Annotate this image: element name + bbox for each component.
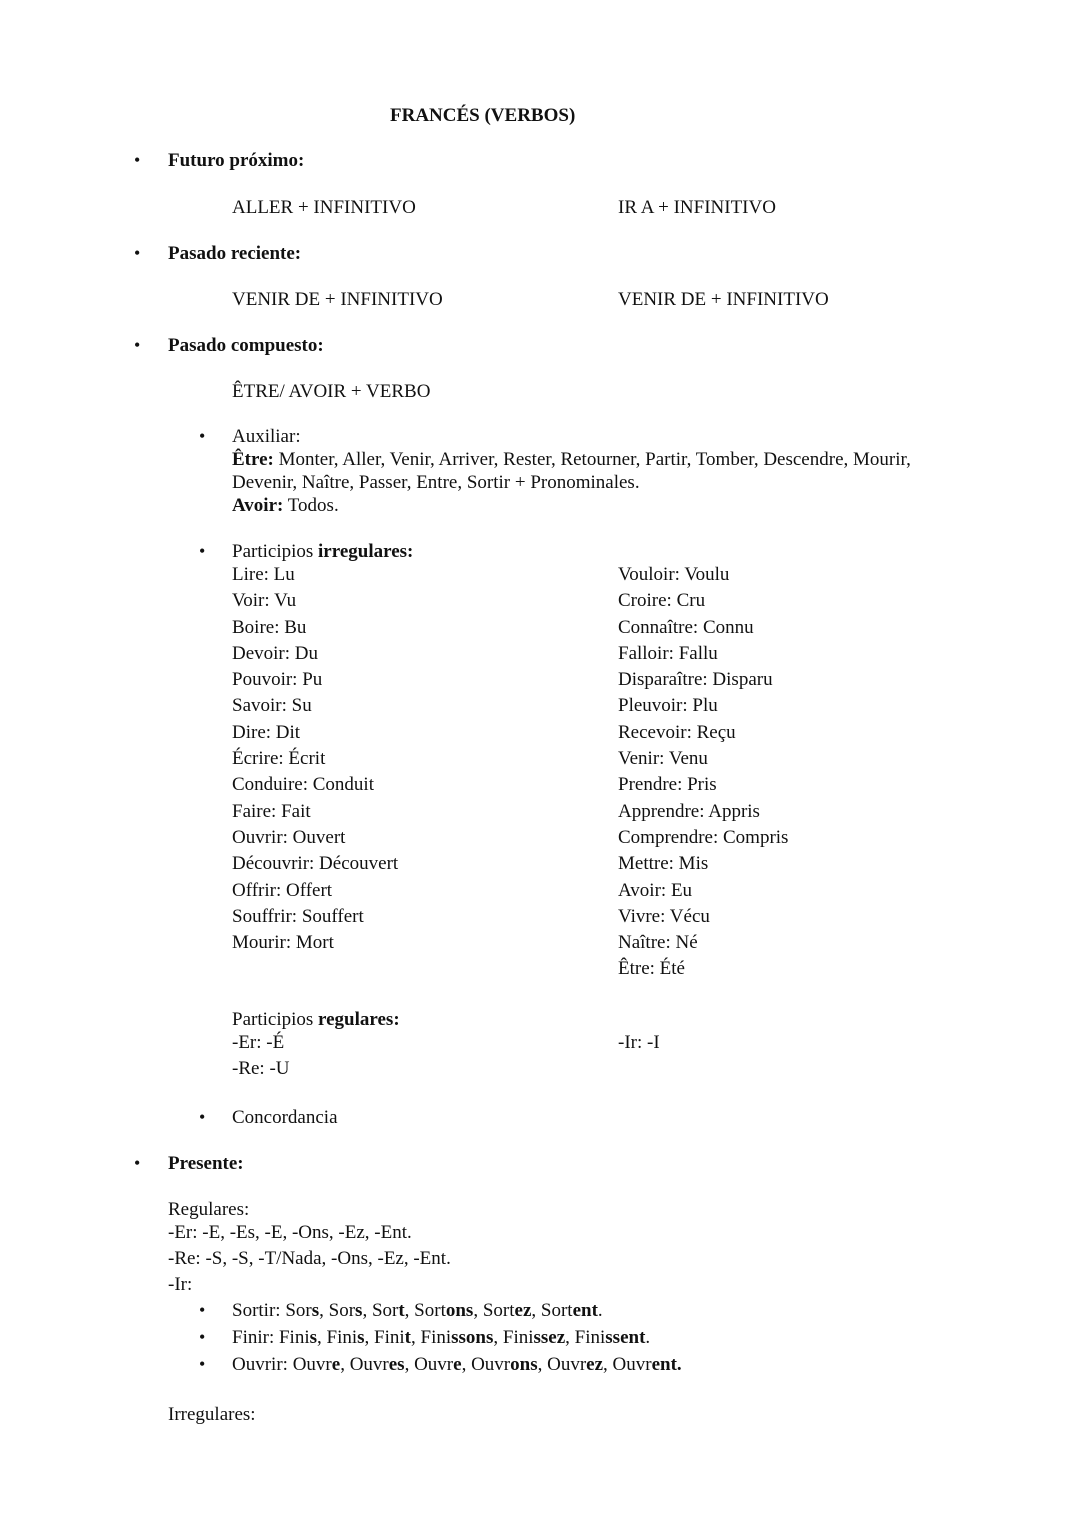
conjugation-stem: , Sor (362, 1300, 399, 1321)
irregulares-column-1 (232, 563, 398, 957)
conjugation-ending: ent. (651, 1354, 682, 1375)
conjugation-stem: , Ouvr (461, 1354, 511, 1375)
participle-item: Pleuvoir: Plu (618, 695, 718, 717)
concordancia: Concordancia (232, 1107, 338, 1128)
ouvrir-conjugation (232, 1353, 682, 1376)
participle-item: Découvrir: Découvert (232, 853, 399, 875)
conjugation-stem: , Sort (404, 1300, 446, 1321)
conjugation-stem: Fini (278, 1327, 310, 1348)
presente-ir-line: -Ir: (168, 1274, 193, 1295)
conjugation-stem: , Ouvr (603, 1354, 652, 1375)
participle-item: Mettre: Mis (618, 853, 709, 875)
pasado-reciente-formula-es: VENIR DE + INFINITIVO (618, 289, 829, 310)
participle-item: Apprendre: Appris (618, 800, 760, 822)
irregulares-label (232, 540, 413, 563)
participle-item: Devoir: Du (232, 642, 319, 664)
participle-item: Faire: Fait (232, 800, 311, 822)
regulares-label-prefix: Participios (232, 1009, 319, 1030)
irregulares-label-prefix: Participios (232, 541, 319, 562)
irregulares-column-2 (618, 563, 788, 984)
participle-item: Boire: Bu (232, 616, 307, 638)
regulares-label-bold: regulares: (318, 1009, 400, 1030)
participle-item: Croire: Cru (618, 590, 706, 612)
bullet-icon: • (134, 1153, 141, 1173)
bullet-icon: • (199, 1300, 206, 1320)
participle-item: Être: Été (618, 958, 685, 980)
participle-item: Prendre: Pris (618, 774, 717, 796)
conjugation-stem: , Fini (411, 1327, 452, 1348)
avoir-label: Avoir: (232, 495, 284, 516)
participle-item: Conduire: Conduit (232, 774, 374, 796)
conjugation-ending: s (309, 1327, 318, 1348)
regulares-label (232, 1008, 400, 1031)
pasado-reciente-formula-fr: VENIR DE + INFINITIVO (232, 289, 443, 310)
presente-regulares-label: Regulares: (168, 1199, 250, 1220)
participle-item: Vivre: Vécu (618, 905, 710, 927)
participle-item: Lire: Lu (232, 564, 295, 585)
conjugation-ending: ez (586, 1354, 604, 1375)
etre-label: Être: (232, 449, 274, 470)
participle-item: Souffrir: Souffert (232, 905, 364, 927)
participle-item: Voir: Vu (232, 590, 297, 612)
futuro-formula-es: IR A + INFINITIVO (618, 197, 776, 218)
conjugation-ending: t (404, 1327, 411, 1348)
avoir-text: Todos. (283, 495, 339, 516)
participle-item: Falloir: Fallu (618, 642, 718, 664)
participle-item: Ouvrir: Ouvert (232, 826, 346, 848)
conjugation-ending: ez (514, 1300, 532, 1321)
futuro-heading: Futuro próximo: (168, 150, 305, 171)
regulares-re: -Re: -U (232, 1058, 290, 1079)
pasado-compuesto-formula: ÊTRE/ AVOIR + VERBO (232, 381, 431, 402)
bullet-icon: • (134, 335, 141, 355)
bullet-icon: • (199, 1327, 206, 1347)
conjugation-stem: , Fini (364, 1327, 405, 1348)
participle-item: Connaître: Connu (618, 616, 754, 638)
bullet-icon: • (199, 1107, 206, 1127)
conjugation-stem: , Ouvr (404, 1354, 454, 1375)
sortir-conjugation (232, 1299, 603, 1322)
pasado-compuesto-heading: Pasado compuesto: (168, 335, 324, 356)
conjugation-stem: , Ouvr (340, 1354, 389, 1375)
participle-item: Disparaître: Disparu (618, 669, 773, 691)
finir-conjugation (232, 1326, 650, 1349)
presente-heading: Presente: (168, 1153, 244, 1174)
conjugation-ending: s (357, 1327, 365, 1348)
conjugation-verb: Sortir: (232, 1300, 286, 1321)
conjugation-ending: ssez (533, 1327, 566, 1348)
conjugation-stem: , Sort (473, 1300, 515, 1321)
avoir-line (232, 494, 972, 517)
conjugation-ending: ons (445, 1300, 474, 1321)
participle-item: Comprendre: Compris (618, 826, 789, 848)
conjugation-stem: . (645, 1327, 651, 1348)
conjugation-verb: Ouvrir: (232, 1354, 293, 1375)
participle-item: Venir: Venu (618, 748, 708, 770)
conjugation-ending: ons (510, 1354, 538, 1375)
conjugation-stem: Sor (285, 1300, 312, 1321)
conjugation-ending: e (453, 1354, 462, 1375)
presente-re-line: -Re: -S, -S, -T/Nada, -Ons, -Ez, -Ent. (168, 1248, 451, 1269)
auxiliar-label: Auxiliar: (232, 426, 301, 447)
participle-item: Recevoir: Reçu (618, 721, 736, 743)
regulares-ir: -Ir: -I (618, 1032, 660, 1053)
participle-item: Offrir: Offert (232, 879, 333, 901)
conjugation-verb: Finir: (232, 1327, 279, 1348)
presente-er-line: -Er: -E, -Es, -E, -Ons, -Ez, -Ent. (168, 1222, 412, 1243)
bullet-icon: • (199, 1354, 206, 1374)
conjugation-ending: t (398, 1300, 405, 1321)
participle-item: Naître: Né (618, 932, 698, 954)
conjugation-ending: ssent (605, 1327, 646, 1348)
conjugation-ending: s (355, 1300, 363, 1321)
conjugation-ending: es (388, 1354, 405, 1375)
page-title: FRANCÉS (VERBOS) (390, 105, 576, 126)
conjugation-stem: . (597, 1300, 603, 1321)
participle-item: Mourir: Mort (232, 932, 334, 954)
conjugation-stem: Ouvr (292, 1354, 332, 1375)
participle-item: Dire: Dit (232, 721, 301, 743)
conjugation-ending: e (331, 1354, 341, 1375)
participle-item: Vouloir: Voulu (618, 564, 730, 585)
conjugation-stem: , Ouvr (537, 1354, 587, 1375)
etre-verbs-2: Devenir, Naître, Passer, Entre, Sortir + Pronominales. (232, 472, 640, 493)
participle-item: Avoir: Eu (618, 879, 693, 901)
futuro-formula-fr: ALLER + INFINITIVO (232, 197, 416, 218)
conjugation-stem: , Sor (319, 1300, 356, 1321)
participle-item: Savoir: Su (232, 695, 312, 717)
participle-item: Pouvoir: Pu (232, 669, 323, 691)
conjugation-ending: ssons (451, 1327, 494, 1348)
etre-line (232, 448, 972, 471)
bullet-icon: • (199, 426, 206, 446)
conjugation-stem: , Sort (531, 1300, 573, 1321)
participle-item: Écrire: Écrit (232, 748, 326, 770)
conjugation-stem: , Fini (317, 1327, 358, 1348)
bullet-icon: • (134, 243, 141, 263)
presente-irregulares-label: Irregulares: (168, 1404, 256, 1425)
etre-verbs-1: Monter, Aller, Venir, Arriver, Rester, Retourner, Partir, Tomber, Descendre, Mourir, (273, 449, 911, 470)
conjugation-stem: , Fini (565, 1327, 606, 1348)
conjugation-ending: ent (572, 1300, 598, 1321)
regulares-er: -Er: -É (232, 1032, 285, 1053)
conjugation-ending: s (311, 1300, 320, 1321)
auxiliar-block (232, 425, 972, 517)
bullet-icon: • (134, 150, 141, 170)
conjugation-stem: , Fini (493, 1327, 534, 1348)
pasado-reciente-heading: Pasado reciente: (168, 243, 302, 264)
bullet-icon: • (199, 541, 206, 561)
irregulares-label-bold: irregulares: (318, 541, 414, 562)
